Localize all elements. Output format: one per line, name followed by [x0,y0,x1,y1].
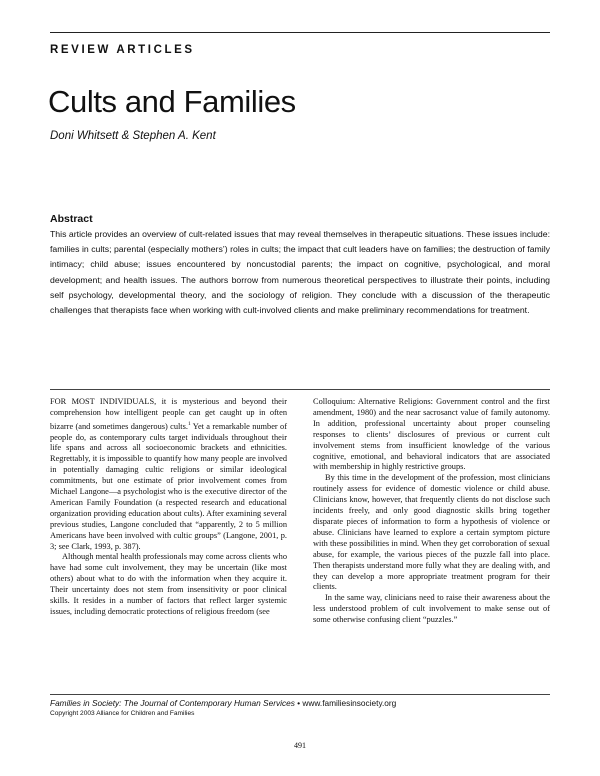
copyright-notice: Copyright 2003 Alliance for Children and Families [50,710,195,717]
section-divider [50,389,550,390]
article-title: Cults and Families [48,84,296,119]
body-paragraph: In the same way, clinicians need to raise their awareness about the less understood problem of cult involvement to make sense out of some otherwise confusing client “puzzles.” [313,593,550,625]
body-paragraph: Although mental health professionals may come across clients who have had some cult involvement, they may be uncertain (like most others) about what to do with the information when they acquire it. Their uncertainty does not stem from insensitivity or poor clinical skills. It resides in a number of factors that reflect larger systemic issues, including democratic protections of religious freedom (see [50,552,287,616]
footnote-mark[interactable]: 1 [187,420,191,427]
body-column-left [50,397,287,618]
journal-url[interactable]: www.familiesinsociety.org [302,698,397,708]
body-paragraph: FOR MOST INDIVIDUALS, it is mysterious and beyond their comprehension how intelligent people can get caught up in often bizarre (and sometimes dangerous) cults.$^1$ Yet a remarkable number of people do, as contemporary cults target individuals throughout their life spans and across all socioeconomic brackets and ethnicities. Regrettably, it is impossible to quantify how many people are involved in potentially damaging cultic religions or similar ideological commitments, but one estimate of prior involvement comes from Michael Langone—a psychologist who is the executive director of the American Family Foundation (a respected research and educational organization providing education about cults). After examining several previous studies, Langone concluded that “apparently, 2 to 5 million Americans have been involved with cultic groups” (Langone, 2001, p. 3; see Clark, 1993, p. 387). [50,397,287,551]
page-number: 491 [294,741,306,750]
journal-name: Families in Society: The Journal of Contemporary Human Services [50,698,295,708]
abstract-heading: Abstract [50,213,93,225]
abstract-text: This article provides an overview of cult-related issues that may reveal themselves in therapeutic situations. These issues include: families in cults; parental (especially mothers’) roles in cults; the impact that cult leaders have on families; the destruction of family intimacy; child abuse; issues encountered by noncustodial parents; the impact on cognitive, psychological, and moral development; and health issues. The authors borrow from numerous theoretical perspectives to illustrate their points, including self psychology, developmental theory, and the sociology of religion. They conclude with a discussion of the therapeutic challenges that therapists face when working with cult-involved clients and make preliminary recommendations for treatment. [50,229,550,316]
body-column-right [313,397,550,626]
body-paragraph: By this time in the development of the profession, most clinicians routinely assess for evidence of domestic violence or child abuse. Clinicians know, however, that frequently clients do not disclose such incidents freely, and only good diagnostic skills bring together disparate pieces of information to form a hypothesis of violence or abuse. Clinicians have learned to explore a certain symptom picture with these possibilities in mind. When they get corroboration of sexual abuse, for example, the various pieces of the puzzle fall into place. Then therapists understand more fully what they are dealing with, and they can develop a more appropriate treatment program for their clients. [313,473,550,592]
footer-rule [50,694,550,695]
section-label: REVIEW ARTICLES [50,44,195,56]
lead-in: FOR MOST INDIVIDUALS, [50,397,157,406]
body-paragraph: Colloquium: Alternative Religions: Government control and the first amendment, 1980) and the near sacrosanct value of family autonomy. In addition, professional uncertainty about proper counseling responses to clients’ disclosures of previous or current cult involvement stems from insufficient knowledge of the various cognitive, emotional, and behavioral indicators that are associated with membership in highly restrictive groups. [313,397,550,472]
article-authors: Doni Whitsett & Stephen A. Kent [50,130,216,142]
header-rule [50,32,550,33]
journal-citation: Families in Society: The Journal of Contemporary Human Services • www.familiesinsociety.org [50,698,397,708]
